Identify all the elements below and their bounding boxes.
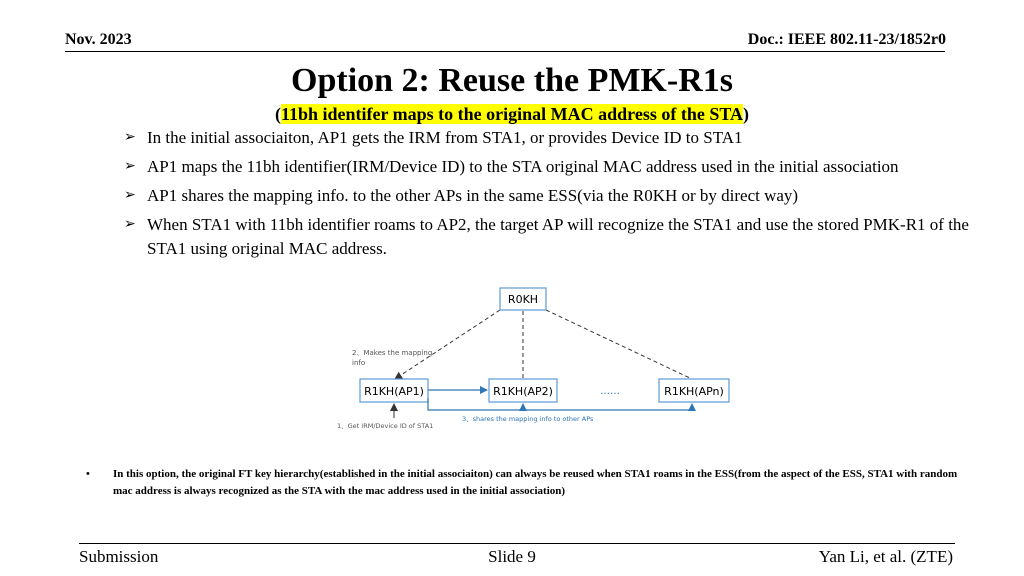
footer-author: Yan Li, et al. (ZTE) bbox=[818, 547, 953, 566]
r0kh-ap1-dashed-link bbox=[395, 310, 500, 379]
arrow-bullet-icon: ➢ bbox=[124, 130, 136, 145]
r0kh-label: R0KH bbox=[507, 293, 539, 306]
step1-label: 1、Get IRM/Device ID of STA1 bbox=[337, 422, 434, 430]
subtitle-highlight: 11bh identifer maps to the original MAC address of the STA bbox=[280, 104, 744, 124]
ellipsis-dots: …… bbox=[600, 386, 620, 397]
bullet-text: When STA1 with 11bh identifier roams to AP2, the target AP will recognize the STA1 and use the stored PMK-R1 of the STA1 using original MAC address. bbox=[147, 215, 969, 258]
arrow-bullet-icon: ➢ bbox=[124, 217, 136, 232]
arrow-bullet-icon: ➢ bbox=[124, 159, 136, 174]
note-bullet-icon: • bbox=[86, 468, 90, 480]
footer-slide-number: Slide 9 bbox=[488, 547, 536, 566]
arrow-bullet-icon: ➢ bbox=[124, 188, 136, 203]
subtitle-close-paren: ) bbox=[743, 104, 750, 124]
r1kh-ap2-label: R1KH(AP2) bbox=[493, 385, 553, 398]
summary-note bbox=[86, 466, 976, 500]
note-text: In this option, the original FT key hierarchy(established in the initial associaiton) can always be reused when STA1 roams in the ESS(from the aspect of the ESS, STA1 with random mac address is always recognized as the STA with the mac address used in the initial association) bbox=[113, 468, 958, 497]
subtitle-open-paren: ( bbox=[274, 104, 281, 124]
bullet-text: AP1 maps the 11bh identifier(IRM/Device ID) to the STA original MAC address used in the initial association bbox=[147, 157, 899, 176]
step2-label-line1: 2、Makes the mapping bbox=[352, 349, 433, 357]
bullet-text: In the initial associaiton, AP1 gets the IRM from STA1, or provides Device ID to STA1 bbox=[147, 128, 743, 147]
r0kh-apn-dashed-link bbox=[546, 310, 692, 379]
step2-label-line2: info bbox=[352, 359, 366, 367]
slide-title: Option 2: Reuse the PMK-R1s bbox=[291, 62, 733, 99]
r1kh-apn-label: R1KH(APn) bbox=[664, 385, 724, 398]
header-date: Nov. 2023 bbox=[65, 31, 132, 48]
r1kh-ap1-label: R1KH(AP1) bbox=[364, 385, 424, 398]
bullet-text: AP1 shares the mapping info. to the other APs in the same ESS(via the R0KH or by direct way) bbox=[147, 186, 799, 205]
step3-label: 3、shares the mapping info to other APs bbox=[462, 415, 594, 423]
header-doc-id: Doc.: IEEE 802.11-23/1852r0 bbox=[747, 31, 946, 48]
footer-rule bbox=[79, 543, 955, 544]
share-bracket-arrow bbox=[428, 398, 692, 410]
footer-submission: Submission bbox=[79, 547, 159, 566]
